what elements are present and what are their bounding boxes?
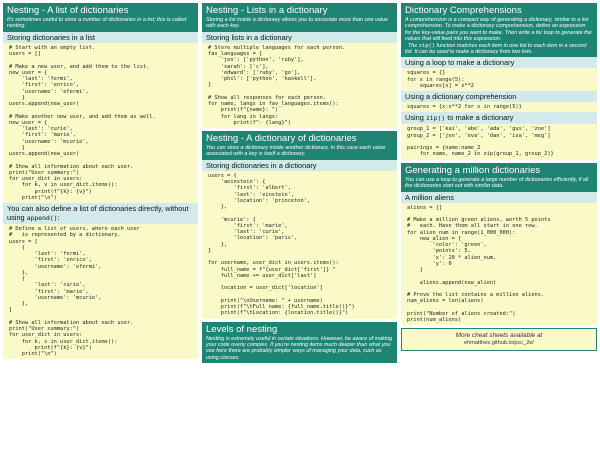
million-header (401, 163, 597, 192)
code-block: # Store multiple languages for each person. fav_languages = { 'jen': ['python', 'ruby'], 'sarah': ['c'], 'edward': ['ruby', 'go'], 'phil': ['python', 'haskell'], } # Show all responses for each person. for name, langs in fav_languages.items(): print(f"{name}: ") for lang in langs: print(f"- {lang}") (202, 43, 397, 128)
nesting-list-header (3, 3, 198, 32)
section-title: Levels of nesting (206, 323, 278, 335)
section-title: Nesting - Lists in a dictionary (206, 5, 328, 16)
section-title: Nesting - A list of dictionaries (7, 5, 129, 16)
section-title: Generating a million dictionaries (405, 164, 541, 176)
subheading: A million aliens (401, 192, 597, 203)
subheading (401, 112, 597, 124)
subheading: Storing dictionaries in a list (3, 32, 198, 43)
subheading: Storing lists in a dictionary (202, 32, 397, 43)
section-intro: You can store a dictionary inside another dictionary. In this case each value associated with a key is itself a dictionary. (206, 145, 386, 158)
section-title: Nesting - A dictionary of dictionaries (206, 133, 357, 145)
section-intro: Storing a list inside a dictionary allows you to associate more than one value with each key. (206, 17, 388, 30)
subheading-colon: : (57, 213, 60, 223)
subheading-code: append() (26, 214, 58, 223)
subheading-text: Using (405, 113, 426, 123)
lists-in-dict-header (202, 3, 397, 32)
dict-in-dict-header (202, 131, 397, 160)
subheading-code: zip() (425, 114, 446, 123)
comprehensions-header (401, 3, 597, 57)
column-3 (401, 3, 597, 351)
footer-link[interactable]: ehmatthes.github.io/pcc_2e/ (464, 340, 534, 347)
levels-header (202, 322, 397, 364)
intro-text: function matches each item in one list to each item in a second list. It can be used to make a dictionary from two lists. (405, 42, 587, 56)
code-block: squares = {} for x in range(5): squares[x] = x**2 (401, 68, 597, 91)
intro-paragraph (405, 43, 593, 56)
subheading: Storing dictionaries in a dictionary (202, 160, 397, 171)
code-block: aliens = [] # Make a million green aliens, worth 5 points # each. Have them all start in one row. for alien_num in range(1_000_000): new_alien = { 'color': 'green', 'points': 5, 'x': 20 * alien_num, 'y': 0 } aliens.append(new_alien) # Prove the list contains a million aliens. num_aliens = len(aliens) print("Number of aliens created:") print(num_aliens) (401, 203, 597, 326)
intro-text: The (408, 42, 419, 49)
subheading (3, 203, 198, 224)
section-title: Dictionary Comprehensions (405, 5, 522, 16)
section-intro: You can use a loop to generate a large number of dictionaries efficiently, if all the dictionaries start out with similar data. (405, 176, 589, 190)
subheading-text: You can also define a list of dictionaries directly, without using (7, 204, 189, 223)
subheading-text: to make a dictionary (445, 113, 514, 123)
section-intro: It's sometimes useful to store a number of dictionaries in a list; this is called nesting. (7, 17, 187, 30)
code-block: # Define a list of users, where each user # is represented by a dictionary. users = [ { 'last': 'fermi', 'first': 'enrico', 'username': 'efermi', }, { 'last': 'curie', 'first': 'marie', 'username': 'mcurie', }, ] # Show all information about each user. print("User summary:") for user_dict in users: for k, v in user_dict.items(): print(f"{k}: {v}") print("\n") (3, 224, 198, 359)
column-1 (3, 3, 198, 359)
section-intro: Nesting is extremely useful in certain situations. However, be aware of making your code overly complex. If you're nesting items much deeper than what you see here there are probably simpler ways of managing your data, such as using classes. (206, 335, 393, 361)
subheading: Using a dictionary comprehension (401, 91, 597, 102)
code-block: squares = {x:x**2 for x in range(5)} (401, 102, 597, 112)
section-intro (405, 16, 593, 56)
footer-box (401, 328, 597, 351)
code-block: group_1 = ['kai', 'abe', 'ada', 'gus', 'zoe'] group_2 = ['jen', 'eva', 'dan', 'isa', 'meg'] pairings = {name:name_2 for name, name_2 in zip(group_1, group_2)} (401, 124, 597, 159)
code-block: users = { 'aeinstein': { 'first': 'albert', 'last': 'einstein', 'location': 'princeton', }, 'mcurie': { 'first': 'marie', 'last': 'curie', 'location': 'paris', }, } for username, user_dict in users.items(): full_name = f"{user_dict['first']} " full_name += user_dict['last'] location = user_dict['location'] print("\nUsername: " + username) print(f"\tFull name: {full_name.title()}") print(f"\tLocation: {location.title()}") (202, 171, 397, 319)
intro-code: zip() (418, 42, 436, 49)
footer-text: More cheat sheets available at (455, 332, 543, 340)
code-block: # Start with an empty list. users = [] # Make a new user, and add them to the list. new_user = { 'last': 'fermi', 'first': 'enrico', 'username': 'efermi', } users.append(new_user) # Make another new user, and add them as well. new_user = { 'last': 'curie', 'first': 'marie', 'username': 'mcurie', } users.append(new_user) # Show all information about each user. print("User summary:") for user_dict in users: for k, v in user_dict.items(): print(f"{k}: {v}") print("\n") (3, 43, 198, 203)
intro-paragraph: A comprehension is a compact way of generating a dictionary, similar to a list comprehension. To make a dictionary comprehension, define an expression for the key-value pairs you want to make. Then write a for loop to generate the values that will feed into this expression. (405, 17, 592, 43)
column-2 (202, 3, 397, 363)
subheading: Using a loop to make a dictionary (401, 57, 597, 68)
